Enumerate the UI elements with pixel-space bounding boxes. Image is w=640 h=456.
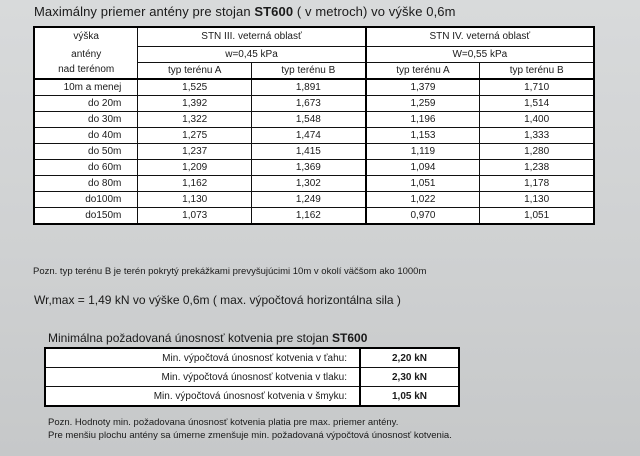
value-cell: 1,237 (138, 144, 252, 160)
value-cell: 1,051 (366, 176, 480, 192)
group-header-stn3: STN III. veterná oblasť (138, 27, 366, 47)
anchor-label: Min. výpočtová únosnosť kotvenia v tlaku: (45, 368, 360, 387)
row-header-line-3: nad terénom (34, 63, 138, 80)
value-cell: 1,280 (480, 144, 594, 160)
row-label: do100m (34, 192, 138, 208)
subheader-cell: typ terénu B (252, 63, 366, 80)
value-cell: 1,379 (366, 79, 480, 96)
footnote-line-1: Pozn. Hodnoty min. požadovana únosnosť kotvenia platia pre max. priemer antény. (48, 417, 399, 428)
row-label: 10m a menej (34, 79, 138, 96)
anchor-label: Min. výpočtová únosnosť kotvenia v šmyku: (45, 387, 360, 407)
value-cell: 1,130 (138, 192, 252, 208)
value-cell: 1,178 (480, 176, 594, 192)
value-cell: 1,415 (252, 144, 366, 160)
table-row (34, 160, 594, 176)
value-cell: 1,392 (138, 96, 252, 112)
antenna-diameter-table (33, 26, 595, 225)
subheader-cell: typ terénu A (366, 63, 480, 80)
page-title (34, 4, 456, 19)
group-header-stn4: STN IV. veterná oblasť (366, 27, 594, 47)
value-cell: 1,094 (366, 160, 480, 176)
value-cell: 1,073 (138, 208, 252, 225)
row-label: do 50m (34, 144, 138, 160)
table-row (34, 192, 594, 208)
table-row (34, 176, 594, 192)
anchor-row (45, 368, 459, 387)
footnote (48, 416, 452, 442)
value-cell: 1,051 (480, 208, 594, 225)
subheader-cell: typ terénu B (480, 63, 594, 80)
table-row (34, 208, 594, 225)
value-cell: 1,130 (480, 192, 594, 208)
footnote-line-2: Pre menšiu plochu antény sa úmerne zmenšuje min. požadovaná výpočtová únosnosť kotvenia. (48, 430, 452, 441)
value-cell: 1,474 (252, 128, 366, 144)
value-cell: 0,970 (366, 208, 480, 225)
anchor-row (45, 348, 459, 368)
row-header-line-1: výška (34, 27, 138, 47)
value-cell: 1,238 (480, 160, 594, 176)
wr-max-text: Wr,max = 1,49 kN vo výške 0,6m ( max. výpočtová horizontálna sila ) (34, 293, 401, 307)
anchor-label: Min. výpočtová únosnosť kotvenia v ťahu: (45, 348, 360, 368)
value-cell: 1,275 (138, 128, 252, 144)
value-cell: 1,891 (252, 79, 366, 96)
value-cell: 1,196 (366, 112, 480, 128)
value-cell: 1,710 (480, 79, 594, 96)
value-cell: 1,525 (138, 79, 252, 96)
subheader-cell: typ terénu A (138, 63, 252, 80)
group-pressure-stn3: w=0,45 kPa (138, 47, 366, 63)
row-label: do 20m (34, 96, 138, 112)
group-pressure-stn4: W=0,55 kPa (366, 47, 594, 63)
row-label: do 40m (34, 128, 138, 144)
value-cell: 1,514 (480, 96, 594, 112)
value-cell: 1,259 (366, 96, 480, 112)
value-cell: 1,119 (366, 144, 480, 160)
row-label: do 30m (34, 112, 138, 128)
value-cell: 1,162 (138, 176, 252, 192)
row-label: do 60m (34, 160, 138, 176)
table-row (34, 128, 594, 144)
anchor-value: 1,05 kN (360, 387, 459, 407)
row-label: do150m (34, 208, 138, 225)
row-label: do 80m (34, 176, 138, 192)
anchor-row (45, 387, 459, 407)
anchor-capacity-table (44, 347, 460, 407)
value-cell: 1,548 (252, 112, 366, 128)
value-cell: 1,333 (480, 128, 594, 144)
table-row (34, 79, 594, 96)
value-cell: 1,369 (252, 160, 366, 176)
value-cell: 1,162 (252, 208, 366, 225)
anchor-value: 2,30 kN (360, 368, 459, 387)
value-cell: 1,249 (252, 192, 366, 208)
table-row (34, 144, 594, 160)
anchor-section-title (48, 331, 367, 345)
value-cell: 1,400 (480, 112, 594, 128)
title-suffix: ( v metroch) vo výške 0,6m (293, 4, 456, 19)
anchor-title-model: ST600 (332, 331, 368, 345)
title-model: ST600 (254, 4, 294, 19)
title-text: Maximálny priemer antény pre stojan (34, 4, 255, 19)
value-cell: 1,153 (366, 128, 480, 144)
row-header-line-2: antény (34, 47, 138, 63)
table-row (34, 112, 594, 128)
table-row (34, 96, 594, 112)
value-cell: 1,022 (366, 192, 480, 208)
value-cell: 1,322 (138, 112, 252, 128)
value-cell: 1,302 (252, 176, 366, 192)
value-cell: 1,673 (252, 96, 366, 112)
value-cell: 1,209 (138, 160, 252, 176)
terrain-note: Pozn. typ terénu B je terén pokrytý prekážkami prevyšujúcimi 10m v okolí väčšom ako 1000m (33, 266, 427, 277)
anchor-title-text: Minimálna požadovaná únosnosť kotvenia pre stojan (48, 331, 333, 345)
anchor-value: 2,20 kN (360, 348, 459, 368)
